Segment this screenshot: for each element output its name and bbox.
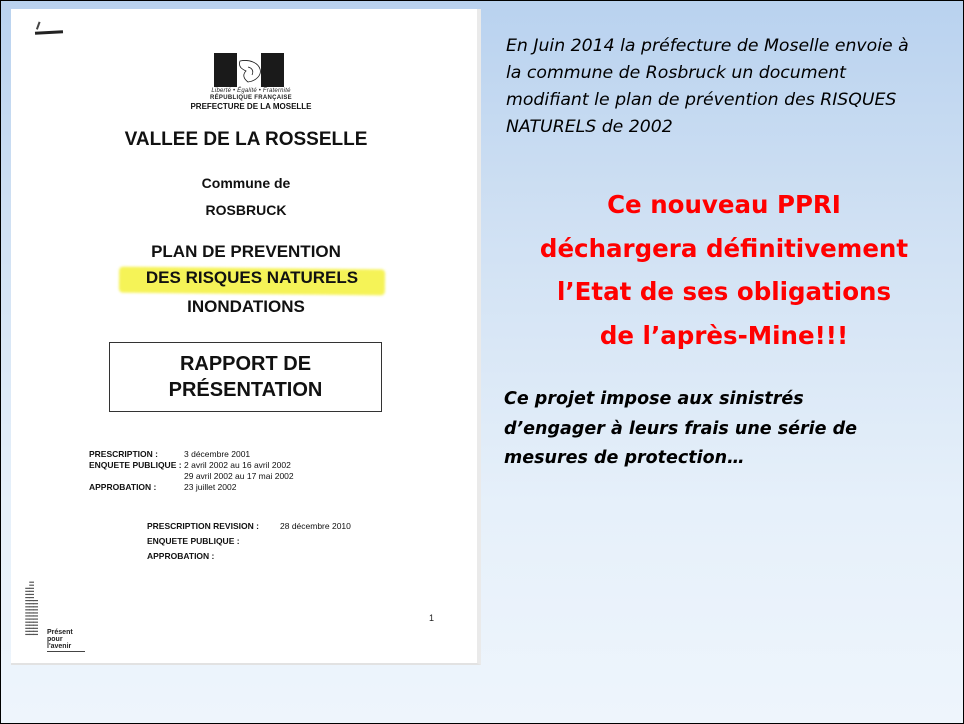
date-row: APPROBATION :: [147, 551, 215, 561]
dates-2002: [89, 449, 294, 493]
plan-title-line1: PLAN DE PREVENTION: [151, 242, 341, 261]
headline: [491, 183, 957, 357]
headline-line: déchargera définitivement: [539, 233, 909, 263]
rapport-line2: PRÉSENTATION: [168, 379, 323, 401]
date-row: ENQUETE PUBLIQUE : 2 avril 2002 au 16 avril 2002: [89, 460, 291, 470]
intro-text: En Juin 2014 la préfecture de Moselle envoie à la commune de Rosbruck un document modifiant le plan de prévention des RISQUES NATURELS de 2002: [506, 36, 909, 137]
republic-motto: Liberté • Égalité • Fraternité: [211, 88, 291, 94]
headline-line: l’Etat de ses obligations: [556, 277, 892, 306]
projet-text: [504, 385, 934, 474]
scanned-document: [11, 9, 481, 665]
commune-name: ROSBRUCK: [205, 202, 287, 218]
rapport-line1: RAPPORT DE: [179, 353, 312, 375]
date-row: PRESCRIPTION REVISION : 28 décembre 2010: [147, 521, 351, 531]
document-title: VALLEE DE LA ROSSELLE: [124, 129, 368, 150]
date-row: ENQUETE PUBLIQUE :: [147, 536, 240, 546]
brand-underline: [47, 651, 85, 652]
headline-line: Ce nouveau PPRI: [607, 190, 841, 219]
plan-title-line2: DES RISQUES NATURELS: [145, 268, 359, 287]
projet-line: Ce projet impose aux sinistrés: [504, 389, 804, 409]
brand-line: l'avenir: [47, 643, 72, 650]
pen-mark: [35, 30, 63, 34]
brand-mark: [47, 629, 73, 650]
brand-line: Présent: [47, 629, 73, 636]
headline-line: de l’après-Mine!!!: [599, 320, 849, 350]
republic-name: RÉPUBLIQUE FRANÇAISE: [209, 95, 292, 101]
rapport-box: [109, 342, 382, 412]
date-row: APPROBATION : 23 juillet 2002: [89, 482, 237, 492]
brand-line: pour: [47, 636, 63, 643]
vertical-ministry-text: ▍▍▍▍▍▍▍▍▍▍▍▍▍▍▍▍ ▍▍▍▍▍▍▍▍▍▍▍▍▍▍▍▍▍▍ ▍▍▍▍▍▍▍▍▍▍▍▍: [25, 579, 38, 635]
marianne-logo-icon: [214, 53, 284, 87]
date-row: 29 avril 2002 au 17 mai 2002: [184, 471, 294, 481]
plan-title-line3: INONDATIONS: [187, 297, 305, 316]
page-number: 1: [429, 613, 435, 623]
projet-line: mesures de protection…: [504, 448, 745, 468]
commune-label: Commune de: [201, 175, 291, 191]
prefecture-name: PREFECTURE DE LA MOSELLE: [190, 102, 312, 111]
dates-revision: [147, 519, 351, 564]
projet-line: d’engager à leurs frais une série de: [504, 418, 858, 439]
date-row: PRESCRIPTION : 3 décembre 2001: [89, 449, 251, 459]
